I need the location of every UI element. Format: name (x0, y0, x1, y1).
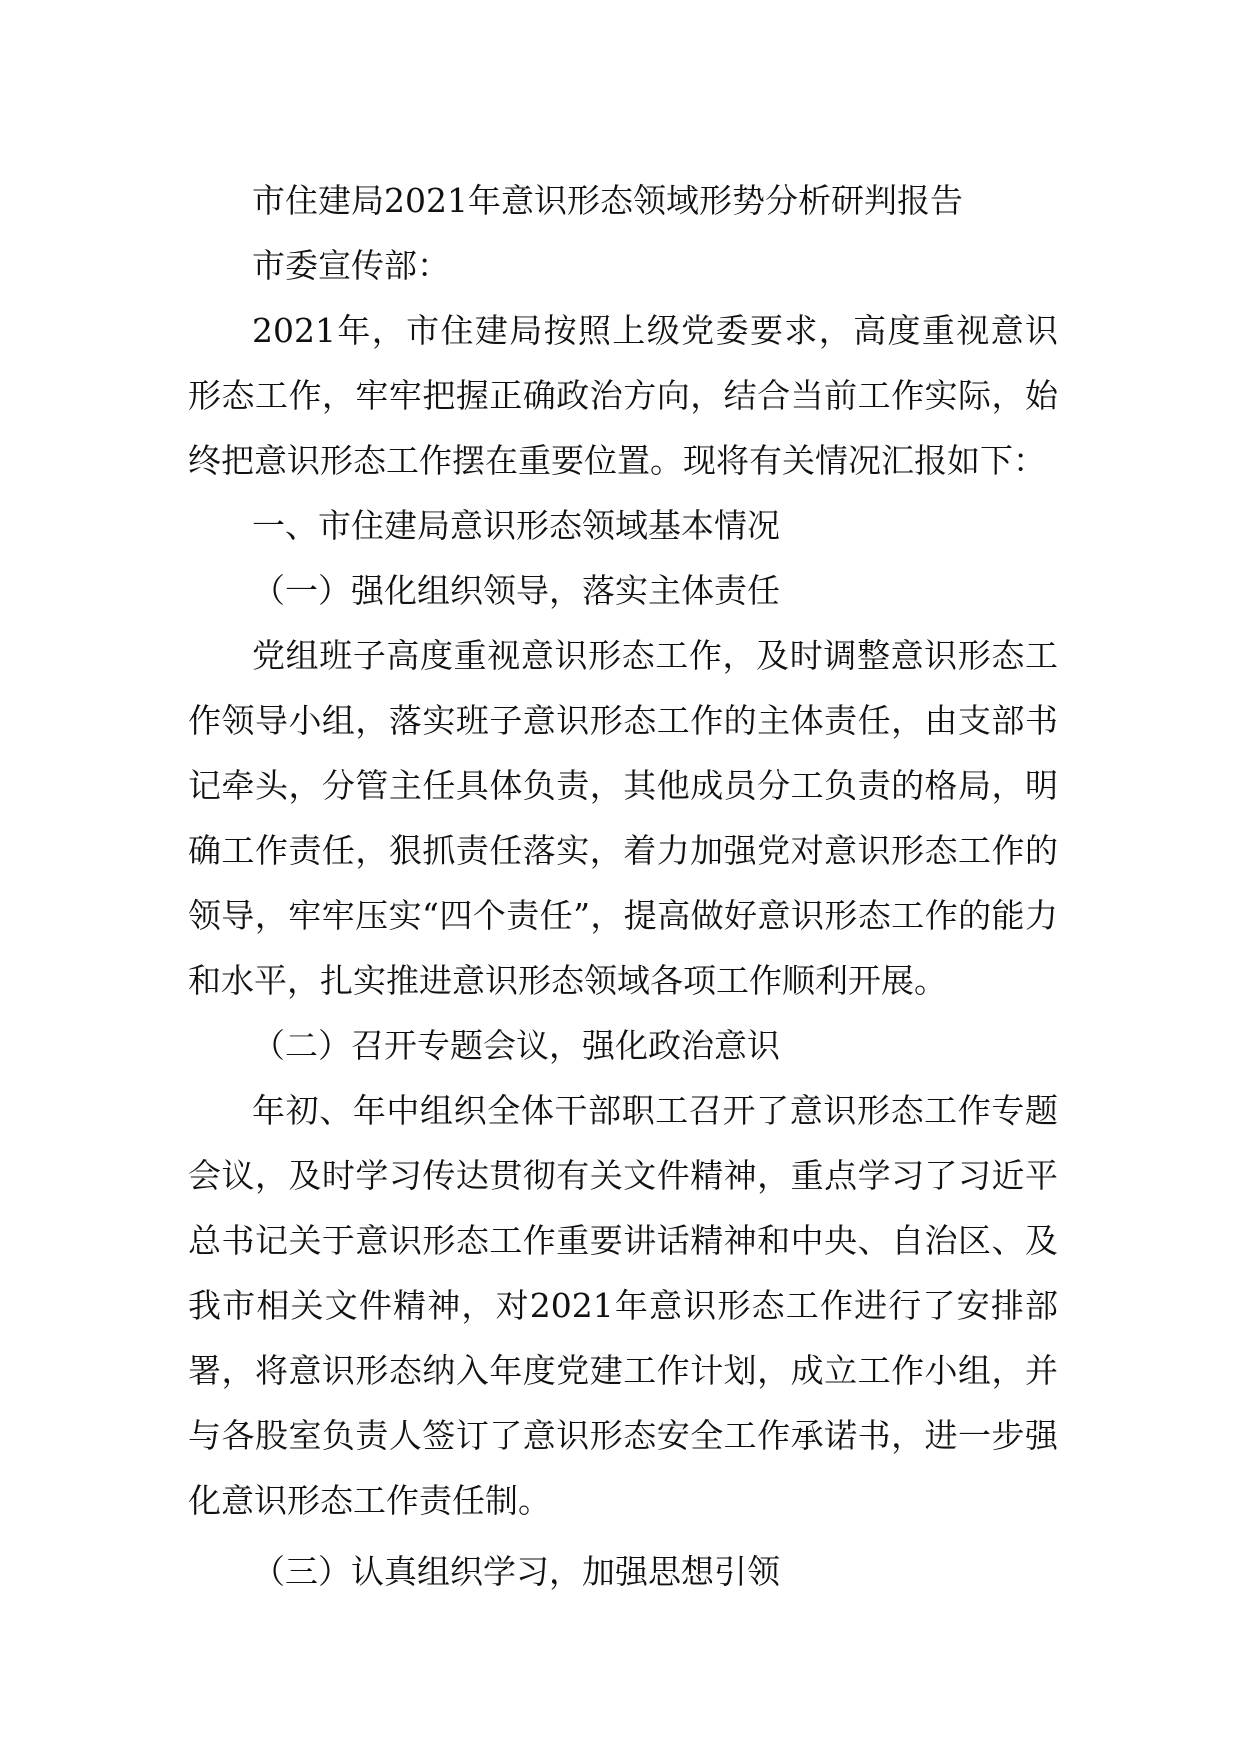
intro-paragraph: 2021年，市住建局按照上级党委要求，高度重视意识形态工作，牢牢把握正确政治方向，结合当前工作实际，始终把意识形态工作摆在重要位置。现将有关情况汇报如下： (188, 311, 1058, 480)
subsection-2-heading: （二）召开专题会议，强化政治意识 (252, 1026, 780, 1065)
salutation: 市委宣传部： (252, 246, 450, 285)
subsection-1-paragraph: 党组班子高度重视意识形态工作，及时调整意识形态工作领导小组，落实班子意识形态工作的主体责任，由支部书记牵头，分管主任具体负责，其他成员分工负责的格局，明确工作责任，狠抓责任落实，着力加强党对意识形态工作的领导，牢牢压实“四个责任”，提高做好意识形态工作的能力和水平，扎实推进意识形态领域各项工作顺利开展。 (188, 636, 1058, 1000)
subsection-3-heading: （三）认真组织学习，加强思想引领 (252, 1552, 780, 1591)
subsection-2-paragraph: 年初、年中组织全体干部职工召开了意识形态工作专题会议，及时学习传达贯彻有关文件精神，重点学习了习近平总书记关于意识形态工作重要讲话精神和中央、自治区、及我市相关文件精神，对2021年意识形态工作进行了安排部署，将意识形态纳入年度党建工作计划，成立工作小组，并与各股室负责人签订了意识形态安全工作承诺书，进一步强化意识形态工作责任制。 (188, 1091, 1058, 1520)
document-title: 市住建局2021年意识形态领域形势分析研判报告 (252, 181, 963, 220)
section-1-heading: 一、市住建局意识形态领域基本情况 (252, 506, 780, 545)
subsection-1-heading: （一）强化组织领导，落实主体责任 (252, 571, 780, 610)
document-body (188, 168, 1058, 1604)
